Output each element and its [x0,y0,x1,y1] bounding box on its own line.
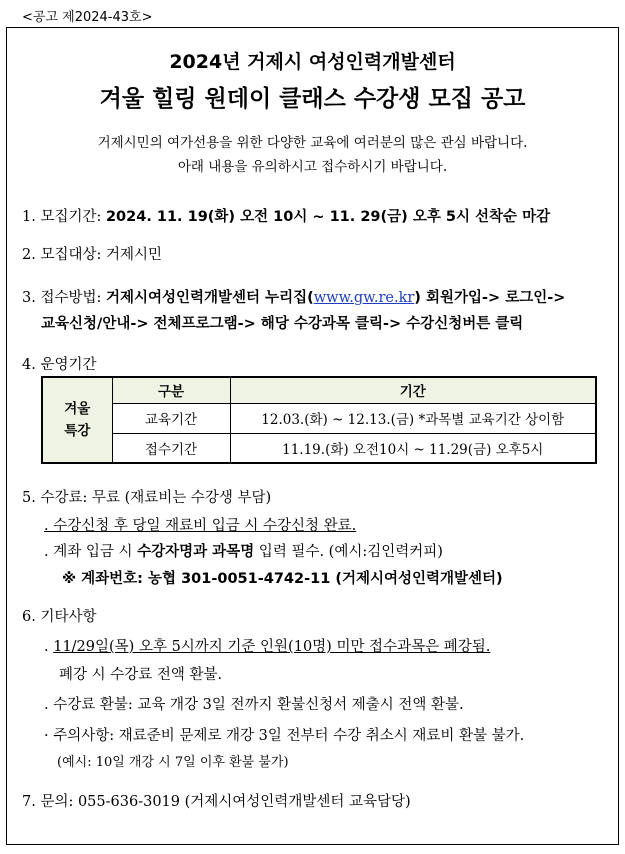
section-apply-method-value-b: ) 회원가입-> 로그인-> [414,290,566,306]
table-cell-period: 12.03.(화) ~ 12.13.(금) *과목별 교육기간 상이함 [230,403,596,433]
section-fee-label: 5. 수강료: 무료 (재료비는 수강생 부담) [22,490,272,506]
notice-number: <공고 제2024-43호> [22,10,153,25]
bank-account [62,567,503,588]
table-row-header-line-2: 특강 [64,423,91,439]
section-fee-item-2-b: 입력 필수. (예시:김인력커피) [254,544,443,560]
section-apply-method-label: 3. 접수방법: [22,290,106,306]
section-misc-label: 6. 기타사항 [22,609,97,625]
section-misc-item-3: · 주의사항: 재료준비 문제로 개강 3일 전부터 수강 취소시 재료비 환불 불가. [44,728,525,744]
section-contact: 7. 문의: 055-636-3019 (거제시여성인력개발센터 교육담당) [22,794,411,810]
section-fee-item-2-bold: 수강자명과 과목명 [137,544,255,560]
section-recruit-period [22,205,550,226]
section-recruit-period-label: 1. 모집기간: [22,209,106,225]
table-col-header-category: 구분 [112,377,230,403]
intro-line-1: 거제시민의 여가선용을 위한 다양한 교육에 여러분의 많은 관심 바랍니다. [97,135,528,151]
section-apply-method [22,286,565,307]
title-line-2: 겨울 힐링 원데이 클래스 수강생 모집 공고 [99,86,526,112]
section-misc-item-1-underlined: 11/29일(목) 오후 5시까지 기준 인원(10명) 미만 접수과목은 폐강됨. [53,639,491,655]
reference-mark: ※ [62,571,82,587]
table-cell-period: 11.19.(화) 오전10시 ~ 11.29(금) 오후5시 [230,433,596,463]
section-target [22,243,162,264]
table-row [42,433,596,463]
table-row-header-line-1: 겨울 [64,401,91,417]
table-row [42,403,596,433]
homepage-link[interactable]: www.gw.re.kr [313,290,415,306]
section-apply-method-value-a: 거제시여성인력개발센터 누리집( [105,290,314,306]
section-misc-item-2: . 수강료 환불: 교육 개강 3일 전까지 환불신청서 제출시 전액 환불. [44,697,464,713]
intro-line-2: 아래 내용을 유의하시고 접수하시기 바랍니다. [177,159,448,175]
section-fee-item-2-a: . 계좌 입금 시 [44,544,138,560]
operation-period-table [41,376,597,464]
table-header-row [42,377,596,403]
section-apply-method-line-2: 교육신청/안내-> 전체프로그램-> 해당 수강과목 클릭-> 수강신청버튼 클릭 [41,316,524,332]
section-misc-item-3-note: (예시: 10일 개강 시 7일 이후 환불 불가) [57,755,289,770]
section-target-label: 2. 모집대상: [22,247,106,263]
table-cell-category: 교육기간 [112,403,230,433]
table-cell-category: 접수기간 [112,433,230,463]
section-fee-item-1: . 수강신청 후 당일 재료비 입금 시 수강신청 완료. [44,518,357,534]
section-target-value: 거제시민 [105,247,162,263]
bank-account-value: 계좌번호: 농협 301-0051-4742-11 (거제시여성인력개발센터) [81,571,503,587]
section-misc-item-1-line-2: 폐강 시 수강료 전액 환불. [59,667,223,683]
section-misc-item-1-prefix: . [44,639,54,655]
section-operation-period-label: 4. 운영기간 [22,357,97,373]
table-row-header [42,377,112,463]
section-misc-item-1 [44,635,490,656]
section-fee-item-2 [44,540,443,561]
table-col-header-period: 기간 [230,377,596,403]
section-recruit-period-value: 2024. 11. 19(화) 오전 10시 ~ 11. 29(금) 오후 5시 선착순 마감 [105,209,551,225]
title-line-1: 2024년 거제시 여성인력개발센터 [169,51,456,73]
